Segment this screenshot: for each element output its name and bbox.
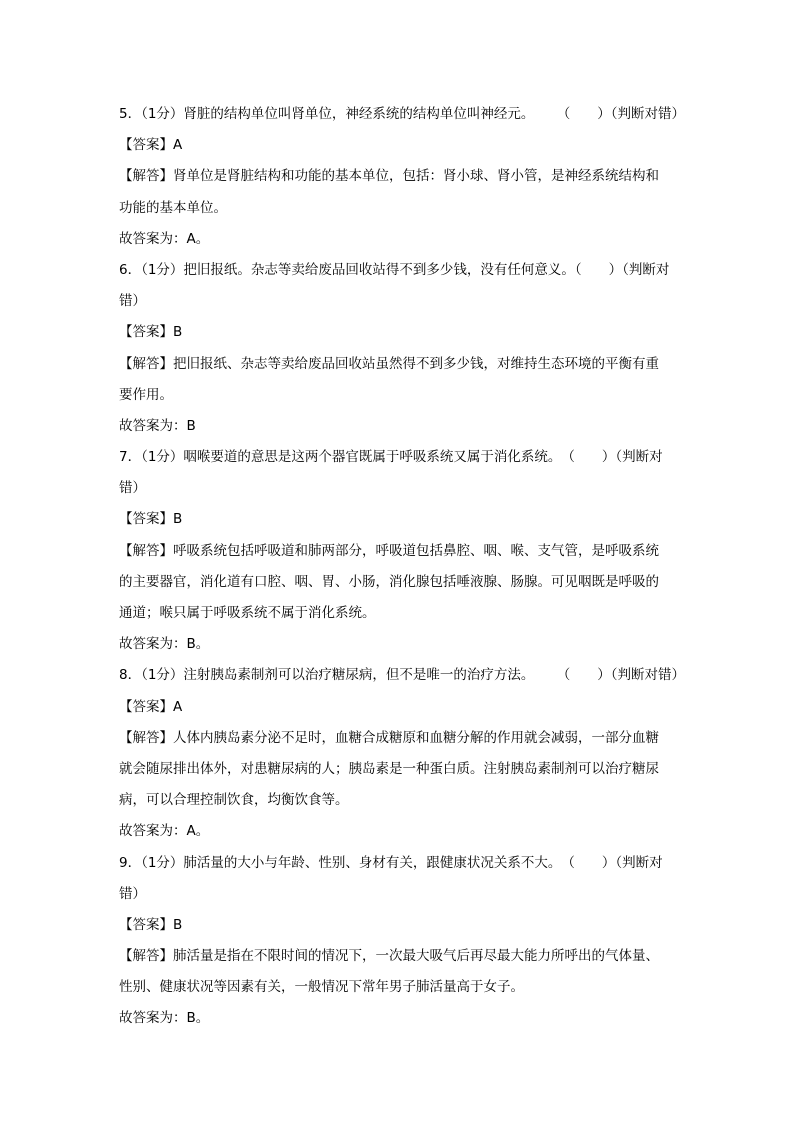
answer-line: 【答案】B — [119, 324, 183, 341]
question-stem-continued: 错） — [119, 885, 146, 902]
question-6 — [119, 255, 685, 442]
explanation-line: 【解答】人体内胰岛素分泌不足时，血糖合成糖原和血糖分解的作用就会减弱，一部分血糖 — [119, 729, 659, 746]
question-stem-continued: 错） — [119, 293, 146, 310]
explanation-line: 通道；喉只属于呼吸系统不属于消化系统。 — [119, 605, 376, 621]
answer-line: 【答案】B — [119, 511, 183, 528]
explanation-line: 性别、健康状况等因素有关，一般情况下常年男子肺活量高于女子。 — [119, 979, 524, 996]
explanation-line: 【解答】把旧报纸、杂志等卖给废品回收站虽然得不到多少钱，对维持生态环境的平衡有重 — [119, 355, 659, 372]
question-stem-text: 5．（1分）肾脏的结构单位叫肾单位，神经系统的结构单位叫神经元。 — [119, 106, 535, 122]
question-stem: 7．（1分）咽喉要道的意思是这两个器官既属于呼吸系统又属于消化系统。 （ ）（判断对 — [119, 449, 663, 466]
conclusion-line: 故答案为：B。 — [119, 636, 210, 653]
answer-line: 【答案】A — [119, 698, 183, 715]
explanation-line: 功能的基本单位。 — [119, 199, 227, 216]
conclusion-line: 故答案为：A。 — [119, 230, 210, 247]
question-9 — [119, 848, 685, 1035]
question-stem: 9．（1分）肺活量的大小与年龄、性别、身材有关，跟健康状况关系不大。 （ ）（判断对 — [119, 854, 663, 871]
explanation-line: 就会随尿排出体外，对患糖尿病的人；胰岛素是一种蛋白质。注射胰岛素制剂可以治疗糖尿 — [119, 760, 659, 777]
explanation-line: 【解答】肾单位是肾脏结构和功能的基本单位，包括：肾小球、肾小管，是神经系统结构和 — [119, 168, 659, 185]
question-8 — [119, 660, 685, 847]
answer-line: 【答案】A — [119, 137, 183, 154]
question-stem: 6．（1分）把旧报纸。杂志等卖给废品回收站得不到多少钱，没有任何意义。（ ）（判断对 — [119, 261, 670, 278]
explanation-line: 的主要器官，消化道有口腔、咽、胃、小肠，消化腺包括唾液腺、肠腺。可见咽既是呼吸的 — [119, 573, 659, 590]
explanation-line: 【解答】呼吸系统包括呼吸道和肺两部分，呼吸道包括鼻腔、咽、喉、支气管，是呼吸系统 — [119, 542, 659, 559]
explanation-line: 病，可以合理控制饮食，均衡饮食等。 — [119, 792, 349, 809]
answer-line: 【答案】B — [119, 916, 183, 933]
question-stem — [119, 660, 685, 691]
judge-blank: （ ）（判断对错） — [556, 106, 685, 122]
conclusion-line: 故答案为：A。 — [119, 823, 210, 840]
question-7 — [119, 442, 685, 660]
explanation-line: 【解答】肺活量是指在不限时间的情况下，一次最大吸气后再尽最大能力所呼出的气体量、 — [119, 948, 659, 965]
question-5 — [119, 99, 685, 255]
question-stem — [119, 99, 685, 130]
question-stem-text: 8．（1分）注射胰岛素制剂可以治疗糖尿病，但不是唯一的治疗方法。 — [119, 667, 535, 684]
judge-blank: （ ）（判断对错） — [556, 667, 685, 684]
question-stem-continued: 错） — [119, 480, 146, 497]
question-list — [119, 99, 685, 1035]
conclusion-line: 故答案为：B — [119, 417, 196, 434]
conclusion-line: 故答案为：B。 — [119, 1010, 210, 1027]
explanation-line: 要作用。 — [119, 386, 173, 403]
